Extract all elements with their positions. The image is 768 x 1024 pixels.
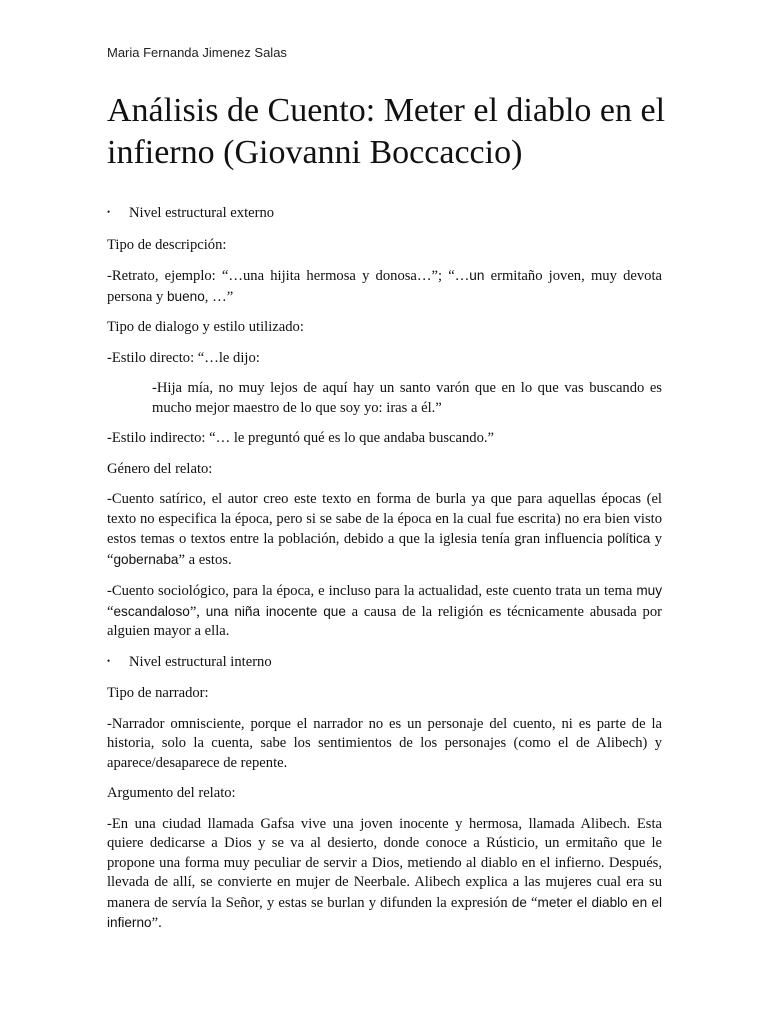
- paragraph-estilo-directo: -Estilo directo: “…le dijo:: [107, 349, 260, 366]
- quote-block: -Hija mía, no muy lejos de aquí hay un santo varón que en lo que vas buscando es mucho mejor maestro de lo que soy yo: iras a él.”: [152, 380, 662, 416]
- bullet-icon: •: [107, 207, 111, 217]
- paragraph-narrador: -Narrador omnisciente, porque el narrador no es un personaje del cuento, ni es parte de la historia, solo la cuenta, sabe los sentimientos de los personajes (como el de Alibech) y aparece/desaparece de repente.: [107, 715, 662, 771]
- document-title: Análisis de Cuento: Meter el diablo en el infierno (Giovanni Boccaccio): [107, 92, 666, 171]
- bullet-icon: •: [107, 655, 111, 666]
- document-body: [107, 204, 662, 945]
- label-tipo-dialogo: Tipo de dialogo y estilo utilizado:: [107, 319, 304, 335]
- paragraph-sociologico: -Cuento sociológico, para la época, e incluso para la actualidad, este cuento trata un tema muy “escandaloso”, una niña inocente que a causa de la religión es técnicamente abusada por alguien mayor a ella.: [107, 583, 662, 639]
- section-heading-external: Nivel estructural externo: [129, 205, 275, 221]
- label-tipo-narrador: Tipo de narrador:: [107, 685, 209, 701]
- label-tipo-descripcion: Tipo de descripción:: [107, 236, 227, 253]
- paragraph-retrato: -Retrato, ejemplo: “…una hijita hermosa y donosa…”; “…un ermitaño joven, muy devota persona y bueno, …”: [107, 268, 662, 305]
- label-argumento: Argumento del relato:: [107, 785, 236, 801]
- bullet-item-external: [107, 204, 662, 225]
- section-heading-internal: Nivel estructural interno: [129, 653, 272, 670]
- bullet-item-internal: [107, 653, 662, 674]
- author-name: Maria Fernanda Jimenez Salas: [107, 45, 287, 60]
- paragraph-estilo-indirecto: -Estilo indirecto: “… le preguntó qué es lo que andaba buscando.”: [107, 430, 495, 446]
- label-genero: Género del relato:: [107, 460, 213, 477]
- paragraph-argumento: -En una ciudad llamada Gafsa vive una joven inocente y hermosa, llamada Alibech. Esta quiere dedicarse a Dios y se va al desierto, donde conoce a Rústicio, un ermitaño que le propone una forma muy peculiar de servir a Dios, metiendo al diablo en el infierno. Después, llevada de allí, se convierte en mujer de Neerbale. Alibech explica a las mujeres cual era su manera de servía la Señor, y estas se burlan y difunden la expresión de “meter el diablo en el infierno”.: [107, 815, 662, 931]
- paragraph-satirico: -Cuento satírico, el autor creo este texto en forma de burla ya que para aquellas épocas (el texto no especifica la época, pero si se sabe de la época en la cual fue escrita) no era bien visto estos temas o textos entre la población, debido a que la iglesia tenía gran influencia política y “gobernaba” a estos.: [107, 491, 662, 568]
